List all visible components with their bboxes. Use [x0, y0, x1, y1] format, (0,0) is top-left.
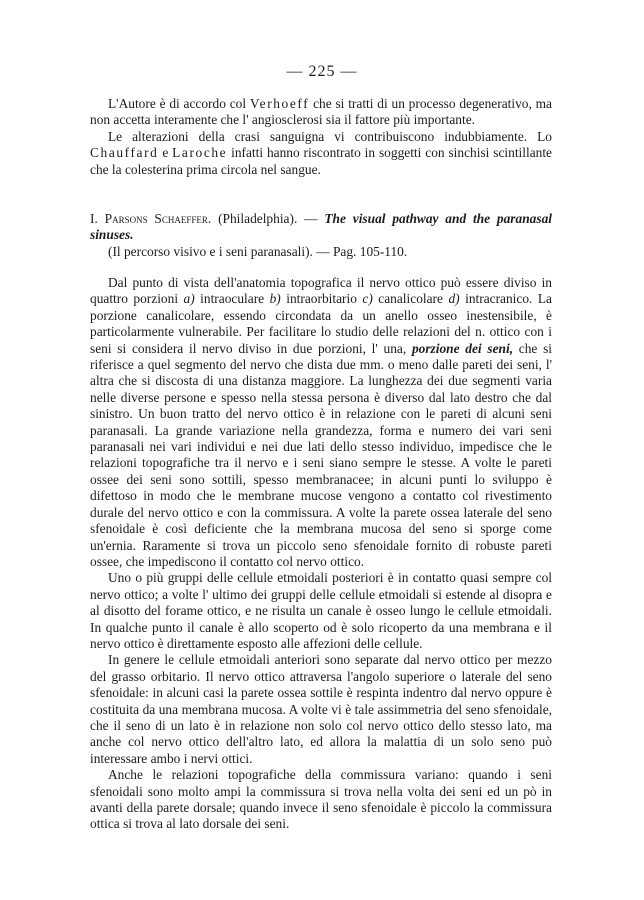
text-run: Le alterazioni della crasi sanguigna vi contribuiscono indubbiamente. Lo	[108, 128, 552, 144]
reference-author: I. Parsons Schaeffer.	[90, 211, 212, 226]
paragraph: Anche le relazioni topografiche della commissura variano: quando i seni sfenoidali sono molto ampi la commissura si trova nella volta dei seni ed un pò in avanti della parete dorsale; quando invece il seno sfenoidale è piccolo la commissura ottica si trova al lato dorsale dei seni.	[90, 767, 552, 832]
paragraph	[90, 96, 552, 129]
paragraph: Uno o più gruppi delle cellule etmoidali posteriori è in contatto quasi sempre col nervo ottico; a volte l' ultimo dei gruppi delle cellule etmoidali si estende al disopra e al disotto del forame ottico, e ne risulta un canale è osseo lungo le cellule etmoidali. In qualche punto il canale è allo scoperto od è solo ricoperto da una membrana e il nervo ottico è direttamente esposto alle affezioni delle cellule.	[90, 570, 552, 651]
text-run: Dal punto di vista dell'anatomia topografica il nervo ottico può essere diviso in quattro porzioni	[90, 275, 552, 307]
author-name: Verhoeff	[249, 96, 310, 111]
author-name: Chauffard	[90, 145, 159, 161]
text-run: canalicolare	[372, 291, 449, 307]
reference-place: (Philadelphia). —	[211, 211, 325, 226]
text-run: e	[158, 145, 173, 161]
text-run: intracranico. La porzione canalicolare, essendo circondata da un anello osseo inestensibile, è particolarmente vulnerabile. Per facilitare lo studio delle relazioni del n. ottico con i seni si considera il nervo diviso in due porzioni, l' una,	[90, 291, 552, 356]
article-reference	[90, 211, 552, 260]
page-number: — 225 —	[286, 63, 358, 80]
list-letter: b)	[269, 291, 281, 307]
list-letter: d)	[448, 291, 460, 307]
text-run: che si riferisce a quel segmento del nervo che dista due mm. o meno dalle pareti dei seni, l' altra che si discosta di una distanza maggiore. La lunghezza dei due segmenti varia nelle diverse persone e spesso nella stessa persona è diverso dal lato destro che dal sinistro. Un buon tratto del nervo ottico è in relazione con le pareti di alcuni seni paranasali. La grande variazione nella grandezza, forma e numero dei vari seni paranasali nei vari individui e nei due lati dello stesso individuo, impedisce che le relazioni topografiche tra il nervo e i seni siano sempre le stesse. A volte le pareti ossee dei seni sono sottili, spesso membranacee; in alcuni punti lo sviluppo è difettoso in modo che le membrane mucose vengono a contatto col rivestimento durale del nervo ottico e con la commissura. A volte la parete ossea laterale del seno sfenoidale è così deficiente che la membrana mucosa del seno si sporge come un'ernia. Raramente si trova un piccolo seno sfenoidale fornito di robuste pareti ossee, che impediscono il contatto col nervo ottico.	[90, 340, 553, 569]
previous-article-conclusion	[90, 96, 552, 178]
article-body	[90, 275, 552, 833]
text-run: intraoculare	[194, 291, 270, 307]
reference-line	[90, 211, 552, 244]
list-letter: a)	[183, 291, 195, 307]
paragraph	[90, 129, 552, 178]
text-run: L'Autore è di accordo col	[108, 96, 250, 111]
list-letter: c)	[362, 291, 373, 307]
paragraph	[90, 275, 552, 570]
text-run: che si tratti di un processo degenerativo, ma non accetta interamente che l' angiosclerosi sia il fattore più importante.	[90, 96, 552, 128]
emphasis-term: porzione dei seni,	[411, 340, 514, 356]
reference-translation: (Il percorso visivo e i seni paranasali). — Pag. 105-110.	[108, 243, 408, 259]
author-name: Laroche	[172, 145, 228, 161]
reference-title: The visual pathway and the paranasal sinuses.	[90, 211, 552, 243]
text-run: infatti hanno riscontrato in soggetti con sinchisi scintillante che la colesterina prima circola nel sangue.	[90, 145, 553, 177]
paragraph: In genere le cellule etmoidali anteriori sono separate dal nervo ottico per mezzo del grasso orbitario. Il nervo ottico attraversa l'angolo superiore o laterale del seno sfenoidale: in alcuni casi la parete ossea sottile è respinta indentro dal nervo oppure è costituita da una membrana mucosa. A volte vi è tale assimmetria del seno sfenoidale, che il seno di un lato è in relazione non solo col nervo ottico dello stesso lato, ma anche col nervo ottico dell'altro lato, ed allora la malattia di un solo seno può interessare ambo i nervi ottici.	[90, 652, 552, 766]
text-run: intraorbitario	[280, 291, 363, 307]
